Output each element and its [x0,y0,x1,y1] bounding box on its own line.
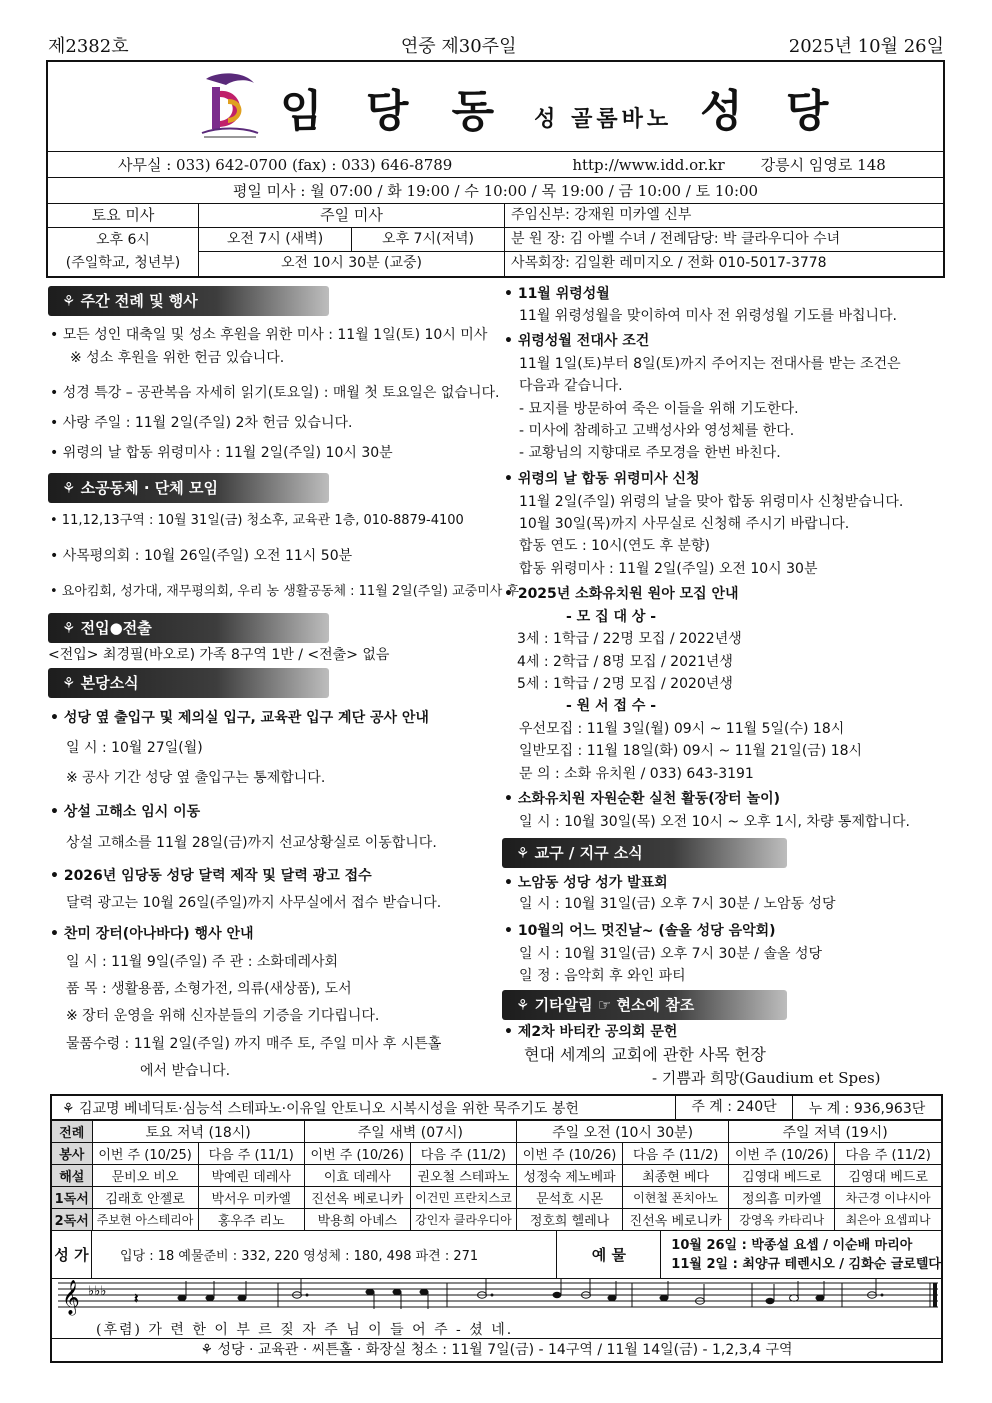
roster-cell: 김영대 베드로 [835,1165,941,1187]
liturgy-roster-box [50,1094,943,1363]
news-market-collection-2: 에서 받습니다. [140,1063,231,1079]
roster-group-sat: 토요 저녁 (18시) [92,1121,304,1143]
roster-group-sun-main: 주일 오전 (10시 30분) [517,1121,729,1143]
hymn-offering-row [52,1231,941,1279]
notice-requiem-request: • 위령의 날 합동 위령미사 신청 [504,471,700,487]
contact-row [48,152,943,178]
svg-text:♭♭♭: ♭♭♭ [88,1284,107,1299]
news-market-note: ※ 장터 운영을 위해 신자분들의 기증을 기다립니다. [66,1008,380,1024]
svg-text:𝄽: 𝄽 [134,1291,139,1307]
notice-bible-class: • 성경 특강 – 공관복음 자세히 읽기(토요일) : 매월 첫 토요일은 없습니다. [50,385,500,401]
kindergarten-age4: 4세 : 2학급 / 8명 모집 / 2021년생 [517,654,733,670]
notice-groups-meeting: • 요아킴회, 성가대, 재무평의회, 우리 농 생활공동체 : 11월 2일(주일) 교중미사 후 [50,584,520,599]
notice-vatican-ii-title: 현대 세계의 교회에 관한 사목 헌장 [524,1045,766,1064]
liturgical-season: 연중 제30주일 [400,36,517,57]
roster-cell: 주보현 아스테리아 [92,1209,198,1231]
liturgy-roster-table [52,1120,941,1231]
roster-week: 다음 주 (11/2) [410,1143,516,1165]
roster-cell: 박용희 아녜스 [304,1209,410,1231]
offering-list [661,1231,941,1278]
pastor: 주임신부: 강재원 미카엘 신부 [505,204,943,228]
roster-week: 이번 주 (10/26) [304,1143,410,1165]
roster-cell: 최은아 요셉피나 [835,1209,941,1231]
roster-cell: 이현철 폰치아노 [623,1187,729,1209]
roster-cell: 박예린 데레사 [198,1165,304,1187]
notice-indulgence-4: - 미사에 참례하고 고백성사와 영성체를 한다. [519,423,795,439]
offering-week1: 10월 26일 : 박종설 요셉 / 이순배 마리아 [671,1237,913,1253]
roster-group-sun-early: 주일 새벽 (07시) [304,1121,516,1143]
sunday-main-mass: 오전 10시 30분 (교중) [280,255,423,271]
roster-week: 이번 주 (10/26) [517,1143,623,1165]
mass-schedule [48,204,943,276]
notice-pastoral-council: • 사목평의회 : 10월 26일(주일) 오전 11시 50분 [50,548,353,564]
rosary-week-count: 주 계 : 240단 [675,1096,793,1119]
refrain-score [52,1279,941,1339]
news-construction-date: 일 시 : 10월 27일(월) [66,740,203,756]
notice-requiem-4: 합동 위령미사 : 11월 2일(주일) 오전 10시 30분 [519,561,818,577]
news-market: • 찬미 장터(아나바다) 행사 안내 [50,926,254,942]
title-left: 임 당 동 [280,85,509,137]
parish-logo [198,69,262,145]
notice-solemnity-mass: • 모든 성인 대축일 및 성소 후원을 위한 미사 : 11월 1일(토) 10시 미사 [50,327,488,343]
hymn-label: 성 가 [52,1231,92,1278]
roster-cell: 김영대 베드로 [729,1165,835,1187]
notice-indulgence-5: - 교황님의 지향대로 주모경을 한번 바친다. [519,445,781,461]
kindergarten-target-header: - 모 집 대 상 - [566,609,657,625]
roster-cell: 박서우 미카엘 [198,1187,304,1209]
saturday-mass [48,204,199,276]
notice-charity-sunday: • 사랑 주일 : 11월 2일(주일) 2차 헌금 있습니다. [50,415,353,431]
notice-requiem-2: 10월 30일(목)까지 사무실로 신청해 주시기 바랍니다. [519,516,850,532]
roster-group-sun-evening: 주일 저녁 (19시) [729,1121,941,1143]
roster-row-reading2 [52,1209,941,1231]
news-construction-note: ※ 공사 기간 성당 옆 출입구는 통제합니다. [66,770,326,786]
notice-november-souls: • 11월 위령성월 [504,286,610,302]
notice-indulgence-2: 다음과 같습니다. [519,378,623,394]
offering-week2: 11월 2일 : 최양규 테렌시오 / 김화순 글로텔다 [671,1256,941,1272]
roster-role: 해설 [52,1165,92,1187]
rosary-line [52,1096,941,1120]
roster-role: 2독서 [52,1209,92,1231]
notice-november-souls-detail: 11월 위령성월을 맞이하여 미사 전 위령성월 기도를 바칩니다. [519,308,897,324]
section-header-diocese: ⚘ 교구 / 지구 소식 [502,838,787,868]
title-right: 성 당 [700,85,843,137]
roster-cell: 진선옥 베로니카 [304,1187,410,1209]
news-market-date: 일 시 : 11월 9일(주일) 주 관 : 소화데레사회 [66,954,339,970]
notice-all-souls-mass: • 위령의 날 합동 위령미사 : 11월 2일(주일) 10시 30분 [50,445,393,461]
roster-cell: 진선옥 베로니카 [623,1209,729,1231]
news-market-collection: 물품수령 : 11월 2일(주일) 까지 매주 토, 주일 미사 후 시튼홀 [66,1036,442,1052]
roster-corner-bottom: 봉사 [52,1143,92,1165]
masthead [46,60,945,278]
hymn-numbers: 입당 : 18 예물준비 : 332, 220 영성체 : 180, 498 파견 : 271 [92,1231,557,1278]
phone-numbers: 사무실 : 033) 642-0700 (fax) : 033) 646-8789 [118,156,453,174]
notice-district-meeting: • 11,12,13구역 : 10월 31일(금) 청소후, 교육관 1층, 010-8879-4100 [50,513,464,528]
notice-indulgence-3: - 묘지를 방문하여 죽은 이들을 위해 기도한다. [519,401,799,417]
roster-role: 1독서 [52,1187,92,1209]
section-header-misc: ⚘ 기타알림 ☞ 현소에 참조 [502,990,787,1020]
kindergarten-apply-header: - 원 서 접 수 - [566,698,657,714]
sunday-early-mass: 오전 7시 (새벽) [199,228,352,251]
parish-staff [505,204,943,276]
roster-cell: 문석호 시몬 [517,1187,623,1209]
address: 강릉시 임영로 148 [760,156,886,174]
roster-cell: 이효 데레사 [304,1165,410,1187]
roster-week: 다음 주 (11/2) [835,1143,941,1165]
rosary-intention: ⚘ 김교명 베네딕토·심능석 스테파노·이유일 안토니오 시복시성을 위한 묵주기도 봉헌 [62,1100,579,1117]
roster-cell: 이건민 프란치스코 [410,1187,516,1209]
notice-indulgence-1: 11월 1일(토)부터 8일(토)까지 주어지는 전대사를 받는 조건은 [519,356,901,372]
title-middle: 성 골롬바노 [534,106,673,132]
notice-transfer: <전입> 최경필(바오로) 가족 8구역 1반 / <전출> 없음 [48,647,390,663]
kindergarten-contact: 문 의 : 소화 유치원 / 033) 643-3191 [519,766,754,782]
church-name [280,75,842,139]
saturday-mass-note: (주일학교, 청년부) [65,255,181,271]
roster-row-reading1 [52,1187,941,1209]
roster-corner-top: 전례 [52,1121,92,1143]
notice-vocation-collection: ※ 성소 후원을 위한 헌금 있습니다. [70,350,285,366]
roster-week: 다음 주 (11/2) [623,1143,729,1165]
refrain-lyrics: (후렴) 가 련 한 이 부 르 짖 자 주 님 이 들 어 주 - 셨 네. [96,1322,514,1338]
notice-requiem-3: 합동 연도 : 10시(연도 후 분향) [519,538,710,554]
roster-cell: 정호희 헬레나 [517,1209,623,1231]
notice-noam-concert: • 노암동 성당 성가 발표회 [504,875,668,891]
roster-cell: 차근경 이냐시아 [835,1187,941,1209]
roster-row-commentator [52,1165,941,1187]
notice-solol-concert-date: 일 시 : 10월 31일(금) 오후 7시 30분 / 솔올 성당 [519,946,823,962]
rosary-total-count: 누 계 : 936,963단 [808,1100,926,1117]
roster-week: 이번 주 (10/26) [729,1143,835,1165]
notice-vatican-ii: • 제2차 바티칸 공의회 문헌 [504,1024,678,1040]
roster-cell: 문비오 비오 [92,1165,198,1187]
notice-requiem-1: 11월 2일(주일) 위령의 날을 맞아 합동 위령미사 신청받습니다. [519,494,904,510]
issue-header [48,32,944,58]
sunday-evening-mass: 오후 7시(저녁) [382,231,474,247]
offering-label: 예 물 [557,1231,661,1278]
section-header-weekly: ⚘ 주간 전례 및 행사 [48,286,329,316]
roster-week: 다음 주 (11/1) [198,1143,304,1165]
kindergarten-general: 일반모집 : 11월 18일(화) 09시 ~ 11월 21일(금) 18시 [519,743,863,759]
roster-cell: 강인자 클라우디아 [410,1209,516,1231]
issue-number: 제2382호 [48,36,129,57]
roster-cell: 김래호 안젤로 [92,1187,198,1209]
sunday-mass [199,204,505,276]
notice-indulgence: • 위령성월 전대사 조건 [504,333,650,349]
issue-date: 2025년 10월 26일 [788,36,944,57]
kindergarten-age5: 5세 : 1학급 / 2명 모집 / 2020년생 [517,676,733,692]
news-construction: • 성당 옆 출입구 및 제의실 입구, 교육관 입구 계단 공사 안내 [50,710,429,726]
roster-cell: 강영옥 카타리나 [729,1209,835,1231]
sisters: 분 원 장: 김 아벨 수녀 / 전례담당: 박 클라우디아 수녀 [505,228,943,252]
notice-noam-concert-detail: 일 시 : 10월 31일(금) 오후 7시 30분 / 노암동 성당 [519,896,836,912]
news-market-items: 품 목 : 생활용품, 소형가전, 의류(새상품), 도서 [66,981,352,997]
news-confessional-detail: 상설 고해소를 11월 28일(금)까지 선교상황실로 이동합니다. [66,835,437,851]
news-calendar: • 2026년 임당동 성당 달력 제작 및 달력 광고 접수 [50,868,372,884]
notice-vatican-ii-subtitle: - 기쁨과 희망(Gaudium et Spes) [652,1069,881,1087]
council-president: 사목회장: 김일환 레미지오 / 전화 010-5017-3778 [511,255,827,271]
section-header-community: ⚘ 소공동체 · 단체 모임 [48,473,329,503]
saturday-mass-time: 오후 6시 [96,232,150,248]
roster-cell: 홍우주 리노 [198,1209,304,1231]
cleaning-schedule: ⚘ 성당 · 교육관 · 씨튼홀 · 화장실 청소 : 11월 7일(금) - 14구역 / 11월 14일(금) - 1,2,3,4 구역 [200,1342,793,1358]
news-confessional: • 상설 고해소 임시 이동 [50,804,201,820]
sunday-mass-header: 주일 미사 [199,204,504,228]
roster-cell: 성정숙 제노베파 [517,1165,623,1187]
notice-kindergarten: • 2025년 소화유치원 원아 모집 안내 [504,586,739,602]
section-header-parish-news: ⚘ 본당소식 [48,668,329,698]
roster-cell: 최종현 베다 [623,1165,729,1187]
roster-cell: 정의흠 미카엘 [729,1187,835,1209]
roster-week: 이번 주 (10/25) [92,1143,198,1165]
notice-recycling: • 소화유치원 자원순환 실천 활동(장터 놀이) [504,791,781,807]
weekday-mass: 평일 미사 : 월 07:00 / 화 19:00 / 수 10:00 / 목 19:00 / 금 10:00 / 토 10:00 [48,178,943,204]
kindergarten-priority: 우선모집 : 11월 3일(월) 09시 ~ 11월 5일(수) 18시 [519,721,845,737]
title-banner [48,62,943,152]
saturday-mass-header: 토요 미사 [48,204,198,228]
notice-recycling-detail: 일 시 : 10월 30일(목) 오전 10시 ~ 오후 1시, 차량 통제합니다. [519,814,911,830]
news-calendar-detail: 달력 광고는 10월 26일(주일)까지 사무실에서 접수 받습니다. [66,895,442,911]
notice-solol-concert-program: 일 정 : 음악회 후 와인 파티 [519,968,686,984]
svg-text:𝄞: 𝄞 [62,1280,80,1315]
kindergarten-age3: 3세 : 1학급 / 22명 모집 / 2022년생 [517,631,742,647]
website-link[interactable]: http://www.idd.or.kr [572,155,725,174]
notice-solol-concert: • 10월의 어느 멋진날~ (솔올 성당 음악회) [504,923,776,939]
section-header-transfer: ⚘ 전입●전출 [48,613,329,643]
roster-cell: 권오철 스테파노 [410,1165,516,1187]
